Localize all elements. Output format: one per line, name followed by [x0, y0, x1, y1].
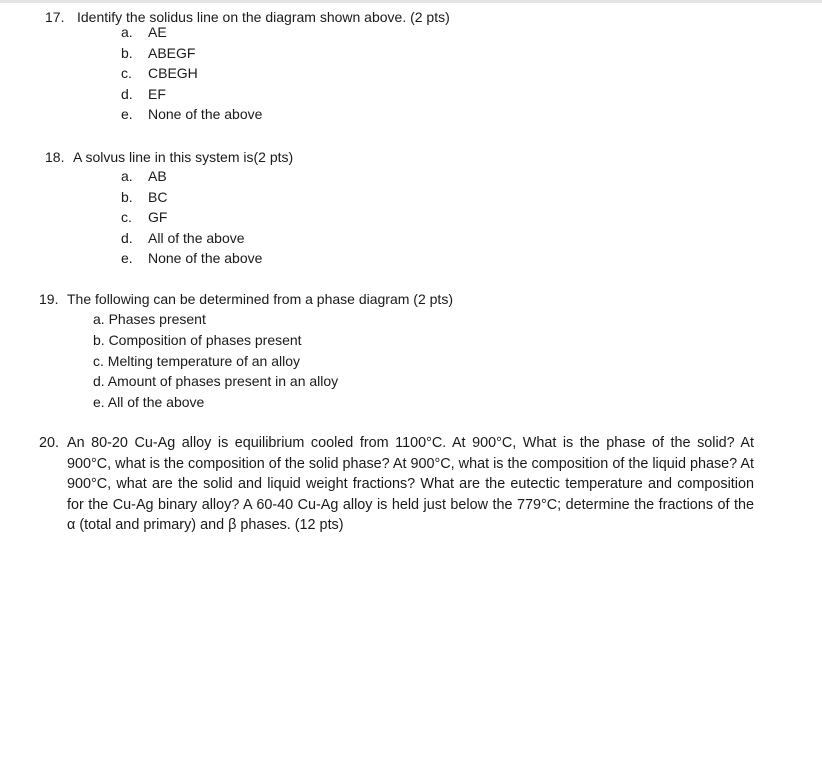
option-letter: c.: [121, 65, 132, 81]
question-text: Identify the solidus line on the diagram shown above. (2 pts): [77, 9, 450, 25]
option-text: GF: [148, 209, 168, 225]
option-letter: d.: [121, 230, 133, 246]
question-text: A solvus line in this system is(2 pts): [73, 149, 294, 165]
option-letter: b.: [121, 45, 133, 61]
option-letter: a.: [121, 168, 133, 184]
question-number: 18.: [45, 149, 65, 165]
option-text: All of the above: [148, 230, 245, 246]
option-letter: d.: [121, 86, 133, 102]
question-number: 19.: [39, 291, 59, 307]
option-a: a. Phases present: [93, 311, 206, 327]
option-letter: e.: [121, 106, 133, 122]
question-number: 20.: [39, 435, 60, 451]
option-b: b. Composition of phases present: [93, 332, 302, 348]
option-text: EF: [148, 86, 166, 102]
option-text: ABEGF: [148, 45, 196, 61]
question-text: The following can be determined from a phase diagram (2 pts): [67, 291, 453, 307]
option-d: d. Amount of phases present in an alloy: [93, 373, 339, 389]
option-text: AB: [148, 168, 167, 184]
option-letter: e.: [121, 250, 133, 266]
question-text: An 80-20 Cu-Ag alloy is equilibrium cooled from 1100°C. At 900°C, What is the phase of the solid? At 900°C, what is the composition of the solid phase? At 900°C, what is the composition of the liquid phase? At 900°C, what are the solid and liquid weight fractions? What are the eutectic temperature and composition for the Cu-Ag binary alloy? A 60-40 Cu-Ag alloy is held just below the 779°C; determine the fractions of the α (total and primary) and β phases. (12 pts): [67, 435, 754, 533]
option-text: AE: [148, 24, 167, 40]
page-top-border: [0, 0, 822, 3]
option-text: None of the above: [148, 250, 263, 266]
question-number: 17.: [45, 9, 65, 25]
option-text: CBEGH: [148, 65, 198, 81]
option-letter: c.: [121, 209, 132, 225]
option-text: None of the above: [148, 106, 263, 122]
option-letter: b.: [121, 189, 133, 205]
option-text: BC: [148, 189, 168, 205]
option-e: e. All of the above: [93, 394, 205, 410]
option-c: c. Melting temperature of an alloy: [93, 353, 300, 369]
option-letter: a.: [121, 24, 133, 40]
